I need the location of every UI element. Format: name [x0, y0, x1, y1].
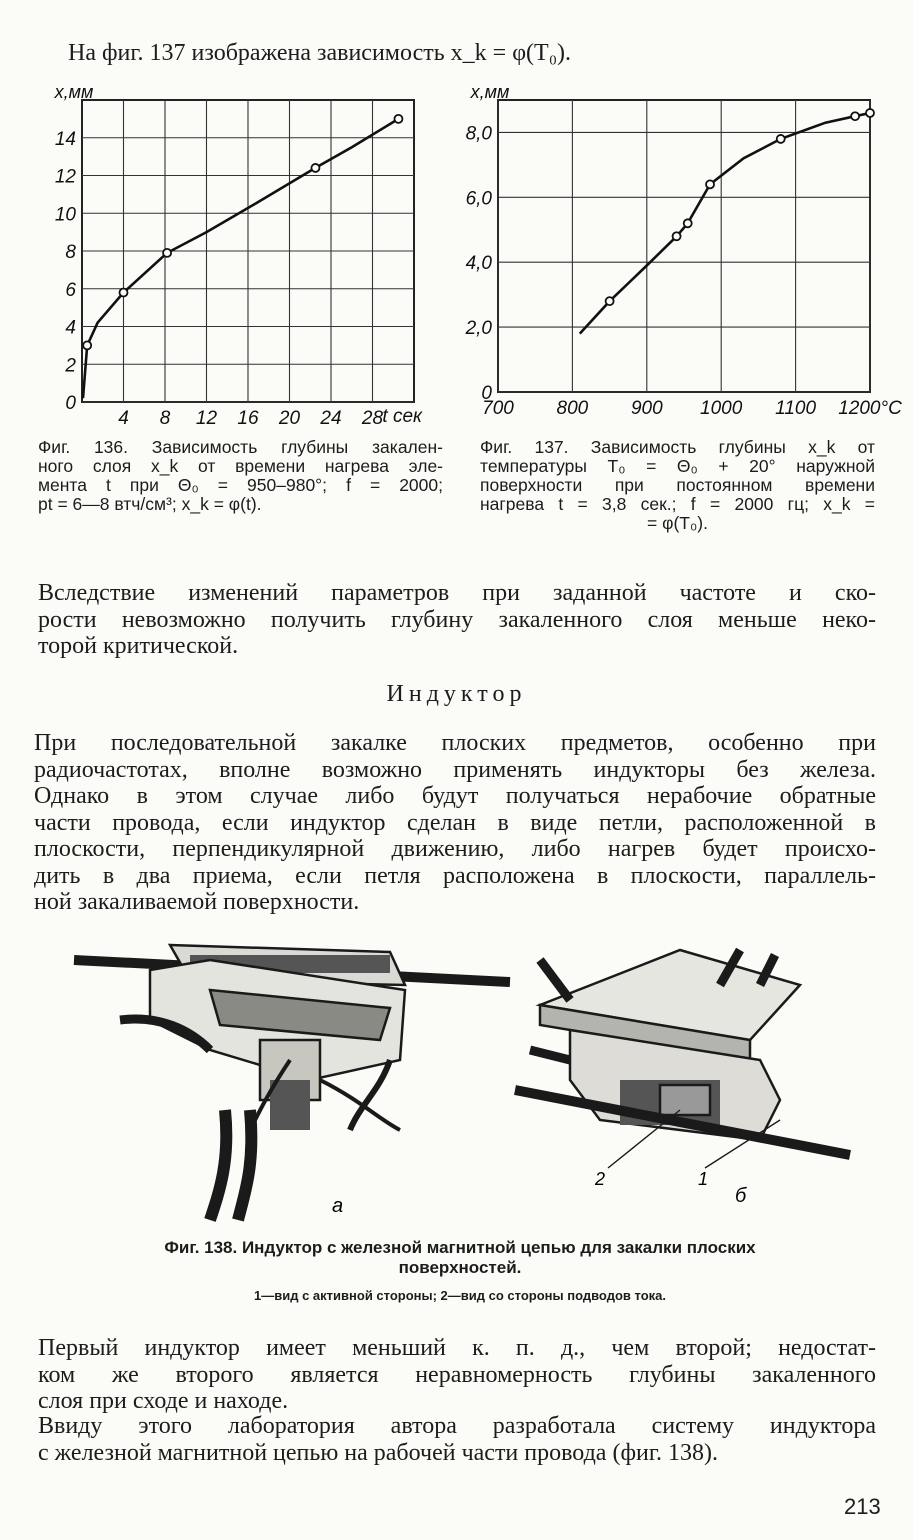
y-tick-label: 6 — [65, 279, 76, 301]
text-line: рости невозможно получить глубину закаленного слоя меньше неко- — [38, 606, 876, 633]
x-tick-label: 20 — [278, 408, 301, 429]
data-point — [777, 135, 785, 143]
label-a: а — [332, 1195, 344, 1217]
data-point — [606, 297, 614, 305]
text-line: нагрева t = 3,8 сек.; f = 2000 гц; x_k = — [480, 494, 875, 514]
text-line: При последовательной закалке плоских предметов, особенно при — [34, 730, 876, 756]
series-line — [580, 113, 870, 334]
text-line: Фиг. 137. Зависимость глубины x_k от — [480, 437, 875, 457]
x-tick-label: 28 — [361, 408, 384, 429]
text-line: Первый индуктор имеет меньший к. п. д., чем второй; недостат- — [38, 1335, 876, 1361]
section-heading: Индуктор — [386, 681, 527, 707]
x-tick-label: 1200°C — [838, 398, 902, 419]
text-line: мента t при Θ₀ = 950–980°; f = 2000; — [38, 475, 443, 495]
paragraph-4 — [38, 1413, 876, 1466]
text-line: дить в два приема, если петля расположена в плоскости, параллель- — [34, 862, 876, 889]
y-tick-label: 8 — [65, 242, 76, 263]
fig137-caption — [480, 438, 875, 533]
data-point — [866, 109, 874, 117]
intro-text: На фиг. 137 изображена зависимость x_k = φ(T₀). — [68, 40, 572, 66]
data-point — [311, 164, 319, 172]
y-axis-label: x,мм — [470, 82, 510, 102]
series-line — [83, 119, 398, 398]
x-tick-label: 24 — [320, 408, 342, 429]
text-line: Вследствие изменений параметров при заданной частоте и ско- — [38, 580, 876, 606]
y-tick-label: 4,0 — [465, 253, 492, 275]
text-line: плоскости, перпендикулярной движению, либо нагрев будет происхо- — [34, 836, 876, 862]
y-tick-label: 4 — [65, 317, 76, 339]
y-tick-label: 0 — [65, 393, 76, 414]
paragraph-2 — [34, 730, 876, 916]
paragraph-1 — [38, 580, 876, 660]
x-tick-label: 700 — [482, 398, 514, 419]
plot-frame — [498, 100, 870, 392]
text-line: части провода, если индуктор сделан в виде петли, расположенной в — [34, 809, 876, 836]
text-line: радиочастотах, вполне возможно применять индукторы без железа. — [34, 756, 876, 783]
text-line: Ввиду этого лаборатория автора разработала систему индуктора — [38, 1413, 876, 1439]
y-tick-label: 8,0 — [465, 123, 492, 145]
text-line: pt = 6—8 втч/см³; x_k = φ(t). — [38, 494, 262, 514]
y-axis-label: x,мм — [54, 82, 94, 102]
text-line: температуры T₀ = Θ₀ + 20° наружной — [480, 456, 875, 476]
text-line: Фиг. 136. Зависимость глубины закален- — [38, 437, 443, 457]
x-tick-label: 1000 — [700, 398, 743, 419]
fig138-subcaption: 1—вид с активной стороны; 2—вид со стороны подводов тока. — [254, 1288, 666, 1303]
data-point — [684, 219, 692, 227]
x-tick-label: 1100 — [775, 398, 817, 419]
text-line: ком же второго является неравномерность глубины закаленного — [38, 1361, 876, 1388]
paragraph-3 — [38, 1335, 876, 1415]
text-line: ной закаливаемой поверхности. — [34, 889, 360, 915]
data-point — [673, 232, 681, 240]
y-tick-label: 0 — [481, 383, 492, 404]
x-axis-label: t сек — [382, 406, 422, 427]
label-2: 2 — [595, 1169, 606, 1189]
fig138-illustration — [60, 930, 860, 1230]
y-tick-label: 2,0 — [465, 318, 492, 340]
data-point — [120, 289, 128, 297]
y-tick-label: 6,0 — [465, 188, 492, 210]
data-point — [706, 180, 714, 188]
x-tick-label: 800 — [556, 398, 589, 419]
chart-fig137 — [450, 80, 902, 425]
text-line: торой критической. — [38, 633, 239, 659]
text-line: ного слоя x_k от времени нагрева эле- — [38, 456, 443, 476]
data-point — [851, 112, 859, 120]
inductor-view-b — [515, 950, 850, 1168]
data-point — [83, 341, 91, 349]
inductor-view-a — [74, 945, 510, 1220]
data-point — [163, 249, 171, 257]
x-tick-label: 12 — [195, 408, 218, 429]
fig138-caption-line2: поверхностей. — [398, 1258, 522, 1277]
y-tick-label: 14 — [54, 128, 76, 150]
x-tick-label: 4 — [118, 408, 129, 429]
y-tick-label: 2 — [65, 355, 76, 377]
x-tick-label: 16 — [237, 408, 259, 429]
text-line: = φ(T₀). — [647, 513, 708, 533]
chart-fig136 — [30, 80, 422, 429]
label-1: 1 — [698, 1169, 709, 1189]
text-line: Однако в этом случае либо будут получаться нерабочие обратные — [34, 783, 876, 809]
y-tick-label: 10 — [54, 204, 76, 226]
text-line: с железной магнитной цепью на рабочей части провода (фиг. 138). — [38, 1439, 718, 1466]
text-line: поверхности при постоянном времени — [480, 475, 875, 495]
x-tick-label: 900 — [630, 398, 663, 419]
fig136-caption — [38, 438, 443, 514]
label-b: б — [735, 1185, 747, 1207]
page-number: 213 — [844, 1494, 881, 1519]
x-tick-label: 8 — [159, 408, 171, 429]
y-tick-label: 12 — [54, 166, 76, 188]
fig138-caption-line1: Фиг. 138. Индуктор с железной магнитной цепью для закалки плоских — [164, 1238, 756, 1257]
fig138-caption — [80, 1238, 840, 1278]
text-line: слоя при сходе и находе. — [38, 1388, 289, 1414]
data-point — [394, 115, 402, 123]
